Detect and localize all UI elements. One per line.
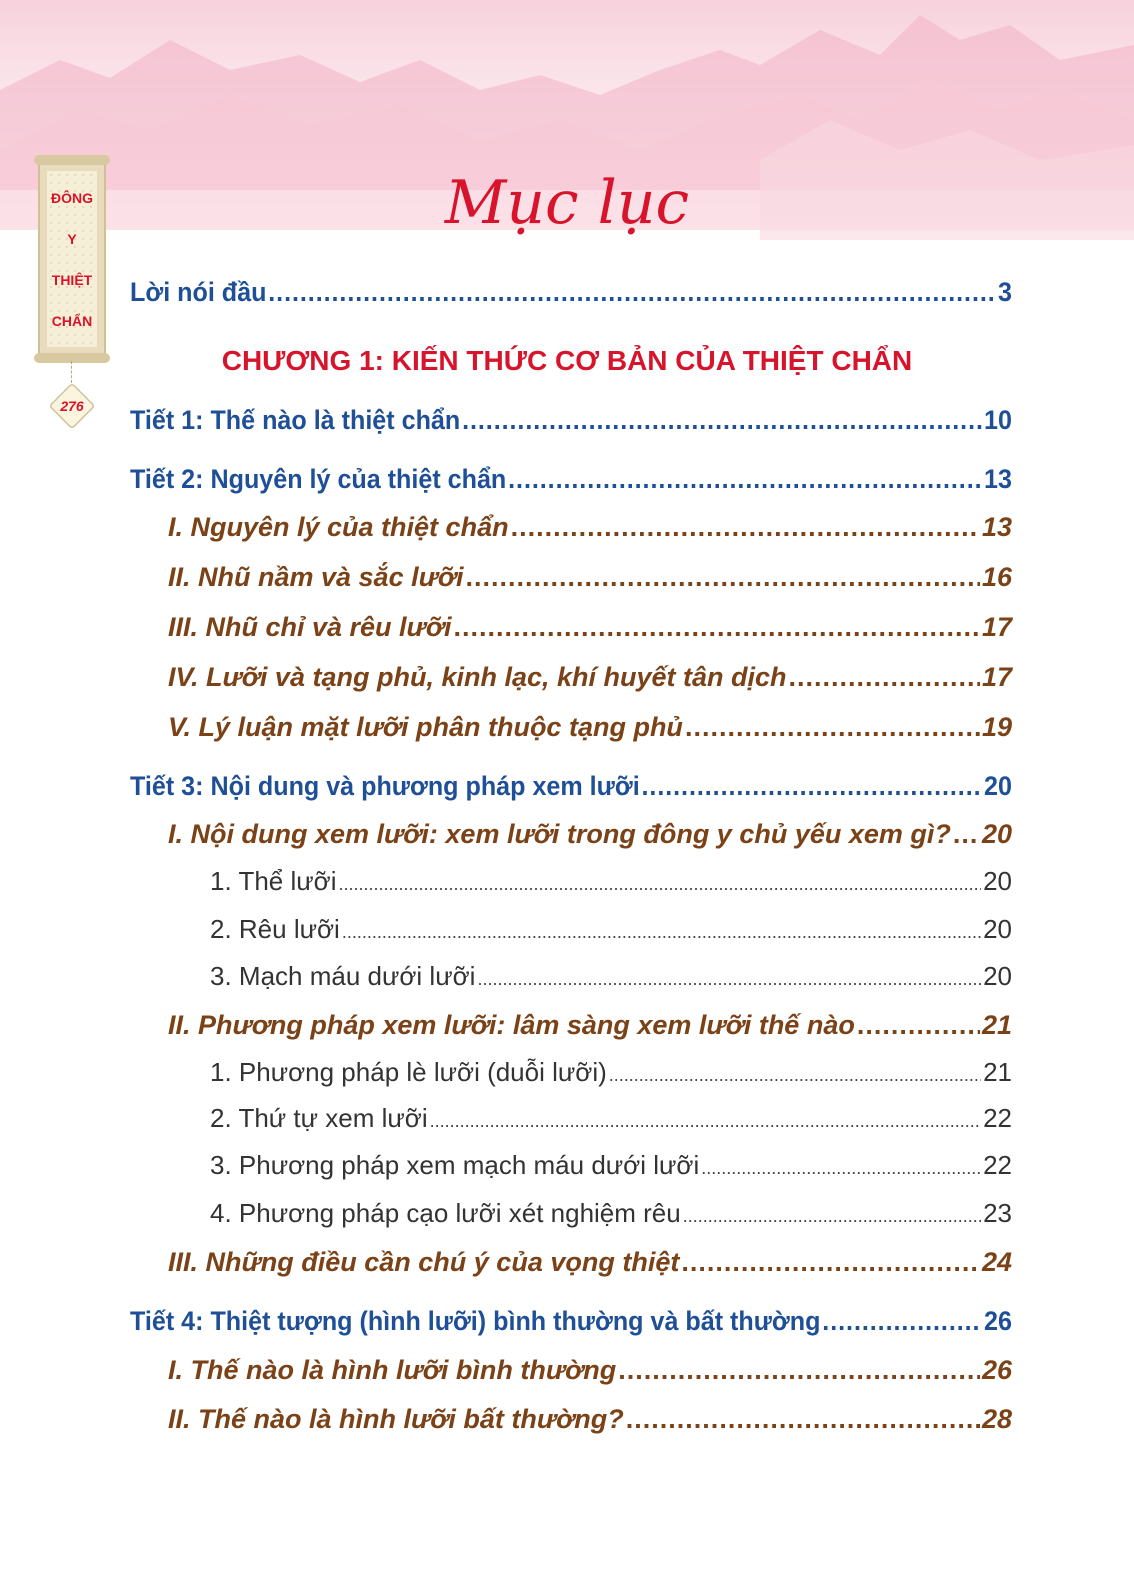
toc-entry-page: 20 [983,866,1012,896]
dot-leader [681,1247,980,1278]
toc-entry-label: 4. Phương pháp cạo lưỡi xét nghiệm rêu [210,1198,681,1228]
toc-entry-page: 16 [981,562,1012,592]
toc-entry-page: 20 [981,819,1012,849]
toc-entry-page: 17 [981,662,1012,692]
toc-entry-label: 1. Phương pháp lè lưỡi (duỗi lưỡi) [210,1057,607,1087]
toc-entry[interactable] [130,771,1012,802]
toc-entry[interactable] [210,1103,1012,1134]
toc-entry[interactable] [130,1306,1012,1337]
toc-entry-label: Tiết 3: Nội dung và phương pháp xem lưỡi [130,771,640,801]
dot-leader [466,562,980,593]
toc-entry[interactable] [210,961,1012,992]
dot-leader [789,662,980,693]
dot-leader [683,1206,981,1227]
toc-entry[interactable] [210,914,1012,945]
toc-entry-page: 23 [983,1198,1012,1228]
toc-entry-label: II. Phương pháp xem lưỡi: lâm sàng xem lưỡi thế nào [168,1010,855,1040]
toc-entry-page: 22 [983,1150,1012,1180]
toc-entry[interactable] [168,662,1012,693]
toc-entry-page: 10 [984,405,1012,435]
toc-entry[interactable] [168,1010,1012,1041]
dot-leader [342,922,981,943]
toc-entry-page: 13 [981,512,1012,542]
toc-entry-label: I. Nguyên lý của thiệt chẩn [168,512,509,542]
dot-leader [511,512,980,543]
toc-entry-page: 20 [983,914,1012,944]
toc-entry-label: Lời nói đầu [130,277,267,307]
toc-entry-label: Tiết 1: Thế nào là thiệt chẩn [130,405,461,435]
toc-entry-label: 1. Thể lưỡi [210,866,337,896]
dot-leader [477,969,981,990]
toc-entry[interactable] [168,512,1012,543]
dot-leader [508,464,982,495]
toc-entry-page: 20 [984,771,1012,801]
toc-entry[interactable] [130,277,1012,308]
toc-entry-label: Tiết 2: Nguyên lý của thiệt chẩn [130,464,507,494]
toc-entry-page: 26 [984,1306,1012,1336]
toc-entry-page: 20 [983,961,1012,991]
toc-entry-label: 3. Mạch máu dưới lưỡi [210,961,476,991]
toc-entry-label: 3. Phương pháp xem mạch máu dưới lưỡi [210,1150,700,1180]
toc-entry[interactable] [210,1198,1012,1229]
toc-entry[interactable] [130,464,1012,495]
dot-leader [701,1158,981,1179]
toc-entry-page: 24 [981,1247,1012,1277]
toc-entry[interactable] [210,866,1012,897]
toc-entry[interactable] [168,1247,1012,1278]
toc-entry-page: 19 [981,712,1012,742]
dot-leader [430,1111,981,1132]
toc-entry[interactable] [130,405,1012,436]
toc-entry-label: I. Nội dung xem lưỡi: xem lưỡi trong đông y chủ yếu xem gì? [168,819,951,849]
toc-entry-label: Tiết 4: Thiệt tượng (hình lưỡi) bình thường và bất thường [130,1306,821,1336]
toc-entry[interactable] [168,819,1012,850]
toc-entry-label: 2. Thứ tự xem lưỡi [210,1103,428,1133]
toc-entry-label: II. Thế nào là hình lưỡi bất thường? [168,1404,624,1434]
page-number: 276 [60,398,84,414]
dot-leader [268,277,996,308]
toc-entry[interactable] [210,1057,1012,1088]
toc-entry-page: 22 [983,1103,1012,1133]
dot-leader [626,1404,980,1435]
dot-leader [685,712,980,743]
toc-entry[interactable] [168,1404,1012,1435]
side-tab-word: CHẨN [51,312,93,329]
toc-entry-label: 2. Rêu lưỡi [210,914,340,944]
dot-leader [857,1010,980,1041]
page-title: Mục lục [444,168,690,238]
toc-entry-page: 17 [981,612,1012,642]
toc-entry-page: 21 [983,1057,1012,1087]
dot-leader [462,405,982,436]
toc-entry-label: V. Lý luận mặt lưỡi phân thuộc tạng phủ [168,712,683,742]
toc-entry-page: 21 [981,1010,1012,1040]
dot-leader [609,1065,981,1086]
dot-leader [338,874,981,895]
toc-entry-label: II. Nhũ nầm và sắc lưỡi [168,562,464,592]
side-tab-word: Y [67,230,77,247]
chapter-heading: CHƯƠNG 1: KIẾN THỨC CƠ BẢN CỦA THIỆT CHẨN [221,345,913,376]
toc-entry-label: IV. Lưỡi và tạng phủ, kinh lạc, khí huyết tân dịch [168,662,787,692]
side-tab-word: THIỆT [51,271,93,288]
toc-entry-page: 3 [998,277,1012,307]
side-tab-word: ĐÔNG [51,189,93,206]
toc-entry-label: III. Những điều cần chú ý của vọng thiệt [168,1247,680,1277]
dot-leader [953,819,980,850]
toc-entry[interactable] [210,1150,1012,1181]
toc-entry[interactable] [168,712,1012,743]
toc-entry-page: 28 [981,1404,1012,1434]
dot-leader [822,1306,982,1337]
toc-entry-label: III. Nhũ chỉ và rêu lưỡi [168,612,452,642]
dot-leader [453,612,979,643]
toc-entry-label: I. Thế nào là hình lưỡi bình thường [168,1355,617,1385]
dot-leader [642,771,983,802]
toc-entry[interactable] [168,612,1012,643]
toc-entry[interactable] [168,1355,1012,1386]
toc-entry[interactable] [168,562,1012,593]
dot-leader [618,1355,980,1386]
toc-entry-page: 13 [984,464,1012,494]
toc-entry-page: 26 [981,1355,1012,1385]
